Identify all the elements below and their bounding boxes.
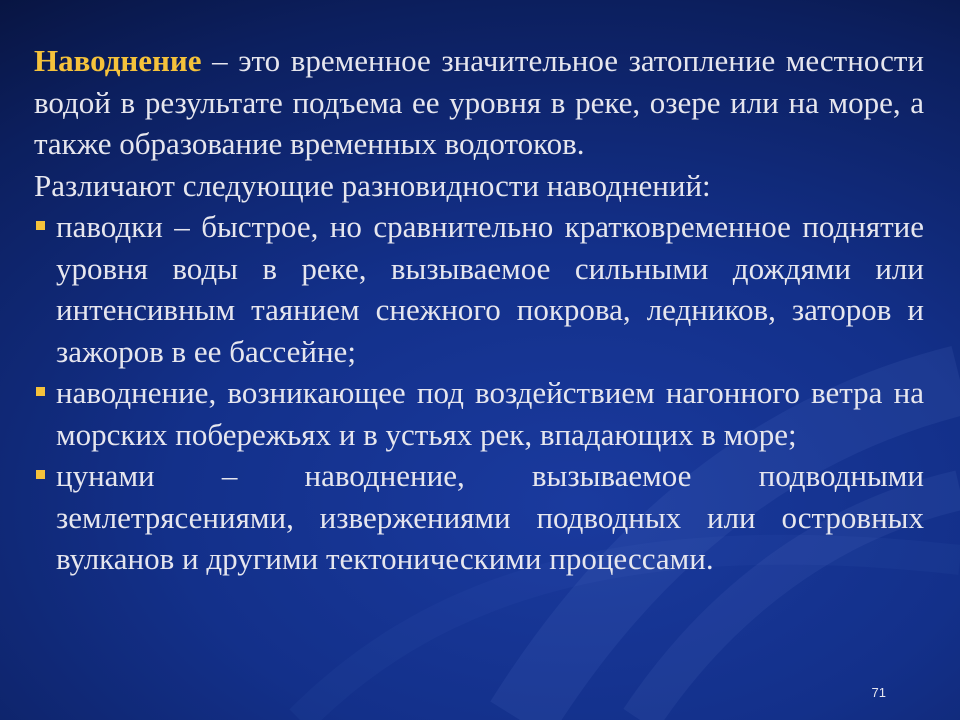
definition-text: – это временное значительное затопление местности водой в результате подъема ее уровня в реке, озере или на море, а также образование временных водотоков. [34,43,924,161]
list-item [34,372,924,455]
list-item [34,455,924,580]
slide-body [34,40,924,580]
list-item [34,206,924,372]
square-bullet-icon [36,387,45,396]
list-item-text: цунами – наводнение, вызываемое подводными землетрясениями, извержениями подводных или островных вулканов и другими тектоническими процессами. [56,458,924,576]
page-number: 71 [871,685,886,700]
square-bullet-icon [36,470,45,479]
flood-types-list [34,206,924,580]
definition-paragraph [34,40,924,165]
square-bullet-icon [36,221,45,230]
list-item-text: наводнение, возникающее под воздействием нагонного ветра на морских побережьях и в устьях рек, впадающих в море; [56,375,924,452]
intro-line: Различают следующие разновидности наводнений: [34,167,711,203]
list-item-text: паводки – быстрое, но сравнительно кратковременное поднятие уровня воды в реке, вызываемое сильными дождями или интенсивным таянием снежного покрова, ледников, заторов и зажоров в ее бассейне; [56,209,924,369]
definition-term: Наводнение [34,43,202,78]
